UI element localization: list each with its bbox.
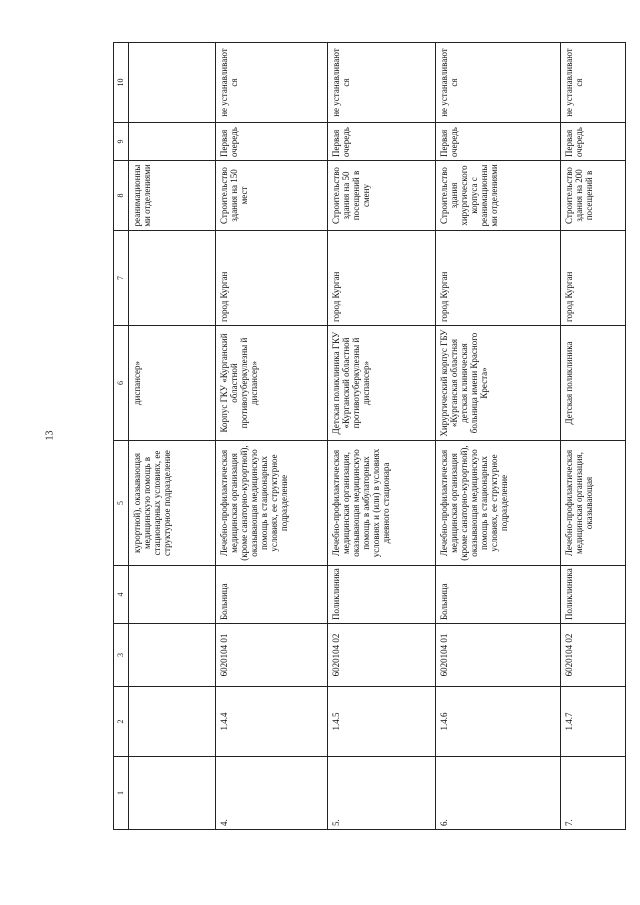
cell-num: 5.	[328, 757, 436, 830]
cell-okof: 6020104 01	[216, 624, 328, 687]
cell-code: 1.4.4	[216, 687, 328, 757]
table-row	[561, 43, 626, 830]
cell-num: 6.	[436, 757, 561, 830]
cell-limit: не устанавливают ся	[561, 43, 626, 123]
cell-object: Детская поликлиника ГКУ «Курганский областной противотуберкулезны й диспансер»	[328, 326, 436, 441]
col-header: 6	[114, 326, 129, 441]
cell-type: Больница	[216, 566, 328, 624]
cell-type: Больница	[436, 566, 561, 624]
cell-location: город Курган	[436, 231, 561, 326]
cell-action: Строительство здания на 200 посещений в	[561, 161, 626, 231]
cell-empty	[129, 43, 216, 123]
cell-org: курортной), оказывающая медицинскую помощь в стационарных условиях, ее структурное подразделение	[129, 441, 216, 566]
cell-code: 1.4.7	[561, 687, 626, 757]
cell-num: 7.	[561, 757, 626, 830]
cell-action: Строительство здания на 150 мест	[216, 161, 328, 231]
cell-stage: Первая очередь	[561, 123, 626, 161]
cell-okof: 6020104 01	[436, 624, 561, 687]
cell-action: Строительство здания на 50 посещений в смену	[328, 161, 436, 231]
cell-empty	[129, 566, 216, 624]
col-header: 3	[114, 624, 129, 687]
cell-okof: 6020104 02	[561, 624, 626, 687]
cell-okof: 6020104 02	[328, 624, 436, 687]
cell-code: 1.4.5	[328, 687, 436, 757]
table-row-continued	[129, 43, 216, 830]
col-header: 8	[114, 161, 129, 231]
cell-location: город Курган	[561, 231, 626, 326]
table-row	[436, 43, 561, 830]
page-number: 13	[44, 430, 56, 441]
cell-empty	[129, 123, 216, 161]
cell-action: реанимационны ми отделениями	[129, 161, 216, 231]
cell-num: 4.	[216, 757, 328, 830]
cell-org: Лечебно-профилактическая медицинская организация (кроме санаторно-курортной), оказывающая медицинскую помощь в стационарных условиях, ее структурное подразделение	[436, 441, 561, 566]
cell-location: город Курган	[328, 231, 436, 326]
cell-stage: Первая очередь	[216, 123, 328, 161]
cell-org: Лечебно-профилактическая медицинская организация, оказывающая медицинскую помощь в амбулаторных условиях и (или) в условиях дневного стационара	[328, 441, 436, 566]
cell-object: Детская поликлиника	[561, 326, 626, 441]
cell-type: Поликлиника	[561, 566, 626, 624]
table-rotator	[113, 43, 596, 830]
col-header: 7	[114, 231, 129, 326]
cell-code: 1.4.6	[436, 687, 561, 757]
header-row	[114, 43, 129, 830]
col-header: 5	[114, 441, 129, 566]
cell-empty	[129, 624, 216, 687]
col-header: 2	[114, 687, 129, 757]
cell-empty	[129, 687, 216, 757]
cell-location: город Курган	[216, 231, 328, 326]
cell-empty	[129, 757, 216, 830]
cell-org: Лечебно-профилактическая медицинская организация, оказывающая	[561, 441, 626, 566]
cell-object: Корпус ГКУ «Курганский областной противотуберкулезны й диспансер»	[216, 326, 328, 441]
cell-stage: Первая очередь	[436, 123, 561, 161]
col-header: 9	[114, 123, 129, 161]
cell-type: Поликлиника	[328, 566, 436, 624]
cell-org: Лечебно-профилактическая медицинская организация (кроме санаторно-курортной), оказывающая медицинскую помощь в стационарных условиях, ее структурное подразделение	[216, 441, 328, 566]
table-row	[328, 43, 436, 830]
cell-limit: не устанавливают ся	[216, 43, 328, 123]
rotated-table-area	[113, 43, 596, 830]
objects-table	[113, 42, 626, 830]
col-header: 10	[114, 43, 129, 123]
cell-empty	[129, 231, 216, 326]
cell-action: Строительство здания хирургического корпуса с реанимационны ми отделениями	[436, 161, 561, 231]
table-row	[216, 43, 328, 830]
cell-object: Хирургический корпус ГБУ «Курганская областная детская клиническая больница имени Красного Креста»	[436, 326, 561, 441]
col-header: 4	[114, 566, 129, 624]
cell-limit: не устанавливают ся	[436, 43, 561, 123]
cell-limit: не устанавливают ся	[328, 43, 436, 123]
cell-object: диспансер»	[129, 326, 216, 441]
col-header: 1	[114, 757, 129, 830]
cell-stage: Первая очередь	[328, 123, 436, 161]
